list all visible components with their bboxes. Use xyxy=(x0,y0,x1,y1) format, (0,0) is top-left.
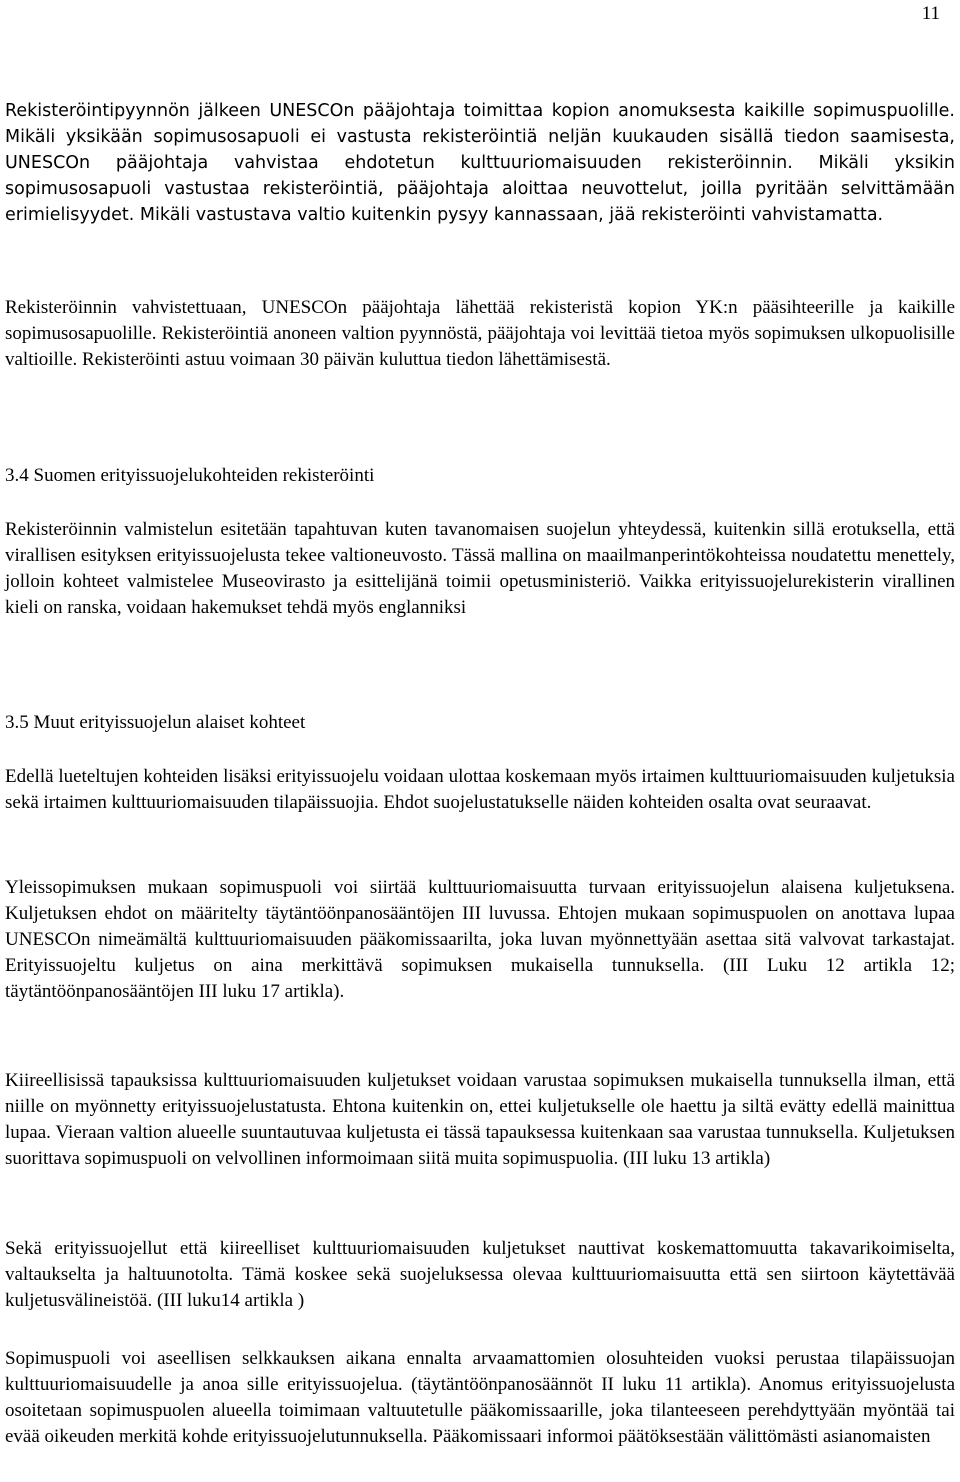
paragraph-text: Sopimuspuoli voi aseellisen selkkauksen aikana ennalta arvaamattomien olosuhteiden vuoksi perustaa tilapäissuojan kulttuuriomaisuudelle ja anoa sille erityissuojelua. (täytäntöönpanosäännöt II luku 11 artikla). Anomus erityissuojelusta osoitetaan sopimuspuolen alueella toimimaan valtuutetulle pääkomissaarille, joka tilanteeseen perehdyttyään myöntää tai evää oikeuden merkitä kohde erityissuojelutunnuksella. Pääkomissaari informoi päätöksestään välittömästi asianomaisten xyxy=(5,1348,955,1447)
paragraph-text: Rekisteröintipyynnön jälkeen UNESCOn pääjohtaja toimittaa kopion anomuksesta kaikille sopimuspuolille. Mikäli yksikään sopimusosapuoli ei vastusta rekisteröintiä neljän kuukauden sisällä tiedon saamisesta, UNESCOn pääjohtaja vahvistaa ehdotetun kulttuuriomaisuuden rekisteröinnin. Mikäli yksikin sopimusosapuoli vastustaa rekisteröintiä, pääjohtaja aloittaa neuvottelut, joilla pyritään selvittämään erimielisyydet. Mikäli vastustava valtio kuitenkin pysyy kannassaan, jää rekisteröinti vahvistamatta. xyxy=(5,101,955,225)
paragraph-text: Yleissopimuksen mukaan sopimuspuoli voi siirtää kulttuuriomaisuutta turvaan erityissuojelun alaisena kuljetuksena. Kuljetuksen ehdot on määritelty täytäntöönpanosääntöjen III luvussa. Ehtojen mukaan sopimuspuolen on anottava lupaa UNESCOn nimeämältä kulttuuriomaisuuden pääkomissaarilta, joka luvan myönnettyään asettaa sitä valvovat tarkastajat. Erityissuojeltu kuljetus on aina merkittävä sopimuksen mukaisella tunnuksella. (III Luku 12 artikla 12; täytäntöönpanosääntöjen III luku 17 artikla). xyxy=(5,877,955,1002)
section-heading-3-5 xyxy=(5,710,955,736)
section-heading-3-4 xyxy=(5,463,955,489)
paragraph-text: Rekisteröinnin valmistelun esitetään tapahtuvan kuten tavanomaisen suojelun yhteydessä, kuitenkin sillä erotuksella, että virallisen esityksen erityissuojelusta tekee valtioneuvosto. Tässä mallina on maailmanperintökohteissa noudatettu menettely, jolloin kohteet valmistelee Museovirasto ja esittelijänä toimii opetusministeriö. Vaikka erityissuojelurekisterin virallinen kieli on ranska, voidaan hakemukset tehdä myös englanniksi xyxy=(5,519,955,618)
paragraph-text: Edellä lueteltujen kohteiden lisäksi erityissuojelu voidaan ulottaa koskemaan myös irtaimen kulttuuriomaisuuden kuljetuksia sekä irtaimen kulttuuriomaisuuden tilapäissuojia. Ehdot suojelustatukselle näiden kohteiden osalta ovat seuraavat. xyxy=(5,766,955,813)
paragraph-text: Sekä erityissuojellut että kiireelliset kulttuuriomaisuuden kuljetukset nauttivat koskemattomuutta takavarikoimiselta, valtaukselta ja haltuunotolta. Tämä koskee sekä suojeluksessa olevaa kulttuuriomaisuutta että sen siirtoon käytettävää kuljetusvälineistöä. (III luku14 artikla ) xyxy=(5,1238,955,1311)
paragraph-other-objects xyxy=(5,764,955,816)
paragraph-registration-request xyxy=(5,98,955,228)
paragraph-immunity xyxy=(5,1236,955,1314)
page-number: 11 xyxy=(921,3,940,24)
section-title: 3.4 Suomen erityissuojelukohteiden rekisteröinti xyxy=(5,465,375,486)
paragraph-urgent-cases xyxy=(5,1068,955,1172)
paragraph-finnish-registration xyxy=(5,517,955,621)
paragraph-text: Rekisteröinnin vahvistettuaan, UNESCOn pääjohtaja lähettää rekisteristä kopion YK:n pääsihteerille ja kaikille sopimusosapuolille. Rekisteröintiä anoneen valtion pyynnöstä, pääjohtaja voi levittää tietoa myös sopimuksen ulkopuolisille valtioille. Rekisteröinti astuu voimaan 30 päivän kuluttua tiedon lähettämisestä. xyxy=(5,297,955,370)
section-title: 3.5 Muut erityissuojelun alaiset kohteet xyxy=(5,712,306,733)
paragraph-transport-special-protection xyxy=(5,875,955,1005)
paragraph-temporary-shelter xyxy=(5,1346,955,1450)
paragraph-text: Kiireellisissä tapauksissa kulttuuriomaisuuden kuljetukset voidaan varustaa sopimuksen mukaisella tunnuksella ilman, että niille on myönnetty erityissuojelustatusta. Ehtona kuitenkin on, ettei kuljetukselle ole haettu ja siltä evätty edellä mainittua lupaa. Vieraan valtion alueelle suuntautuvaa kuljetusta ei tässä tapauksessa kuitenkaan saa varustaa tunnuksella. Kuljetuksen suorittava sopimuspuoli on velvollinen informoimaan siitä muita sopimuspuolia. (III luku 13 artikla) xyxy=(5,1070,955,1169)
paragraph-registration-confirmed xyxy=(5,295,955,373)
